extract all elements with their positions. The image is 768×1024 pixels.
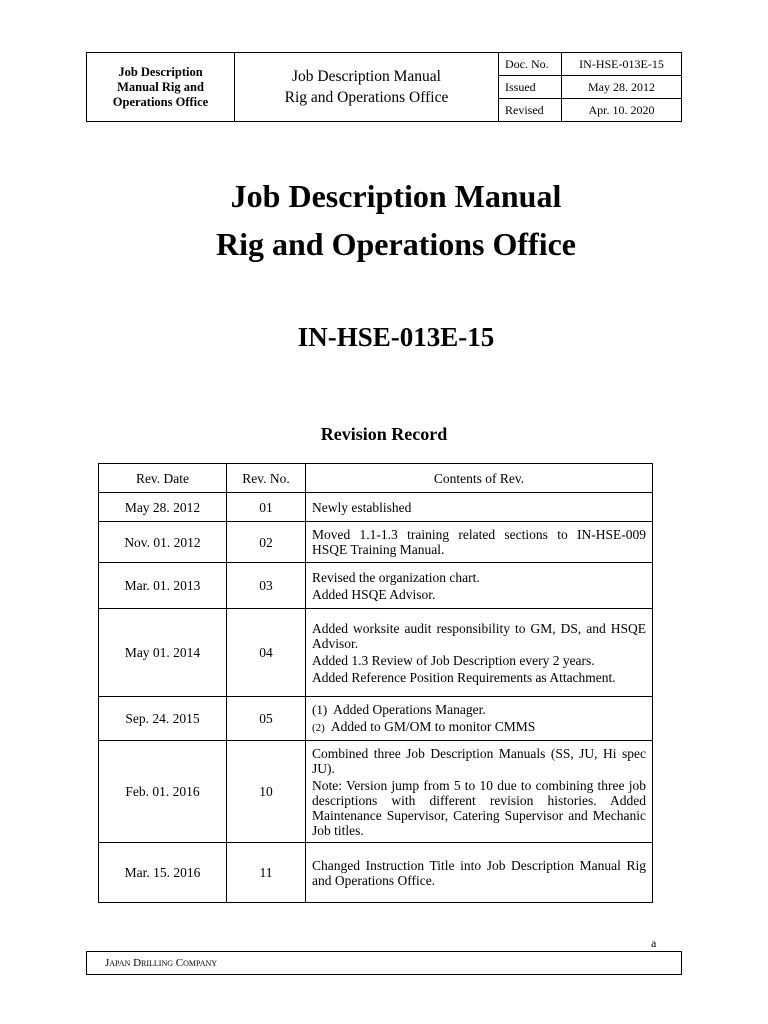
list-item-text: Added to GM/OM to monitor CMMS: [330, 718, 536, 734]
header-mid-line-2: Rig and Operations Office: [284, 89, 449, 106]
table-row: [99, 697, 653, 741]
rev-no-cell: 01: [227, 493, 306, 522]
rev-contents-cell: [306, 563, 653, 609]
list-number: (1): [312, 701, 328, 717]
header-mid-line-1: Job Description Manual: [292, 68, 441, 85]
rev-contents-cell: [306, 493, 653, 522]
rev-content-line: Combined three Job Description Manuals (SS, JU, Hi spec JU).: [312, 745, 646, 776]
document-number: IN-HSE-013E-15: [297, 322, 495, 352]
rev-no-cell: 04: [227, 609, 306, 697]
rev-content-line: Added worksite audit responsibility to GM, DS, and HSQE Advisor.: [312, 620, 646, 651]
rev-no-cell: 11: [227, 843, 306, 903]
column-header-rev-no: Rev. No.: [227, 464, 306, 493]
header-key: Doc. No.: [499, 53, 562, 75]
rev-date-cell: Nov. 01. 2012: [99, 522, 227, 563]
rev-content-list-item: [312, 719, 646, 736]
rev-content-list-item: [312, 702, 646, 717]
header-key: Issued: [499, 76, 562, 98]
table-row: [99, 843, 653, 903]
header-meta: [499, 53, 681, 121]
rev-contents-cell: [306, 522, 653, 563]
company-name: Japan Drilling Company: [105, 957, 218, 969]
rev-contents-cell: [306, 697, 653, 741]
rev-date-cell: May 01. 2014: [99, 609, 227, 697]
header-left-line-1: Job Description: [118, 64, 203, 79]
rev-content-line: Newly established: [312, 499, 412, 515]
header-value: May 28. 2012: [588, 79, 655, 94]
rev-no-cell: 02: [227, 522, 306, 563]
rev-content-line: Added HSQE Advisor.: [312, 586, 436, 602]
rev-contents-cell: [306, 609, 653, 697]
revision-table: [98, 463, 653, 903]
table-row: [99, 741, 653, 843]
rev-content-line: Note: Version jump from 5 to 10 due to combining three job descriptions with different revision histories. Added Maintenance Supervisor, Catering Supervisor and Mechanic Job titles.: [312, 777, 646, 838]
rev-no-cell: 03: [227, 563, 306, 609]
column-header-contents: Contents of Rev.: [306, 464, 653, 493]
rev-no-cell: 05: [227, 697, 306, 741]
page-number: a: [651, 936, 657, 950]
list-item-text: Added Operations Manager.: [333, 701, 486, 717]
rev-date-cell: May 28. 2012: [99, 493, 227, 522]
header-short-title: [87, 53, 235, 121]
rev-date-cell: Sep. 24. 2015: [99, 697, 227, 741]
rev-content-line: Revised the organization chart.: [312, 569, 480, 585]
table-row: [99, 493, 653, 522]
document-header: [86, 52, 682, 122]
table-row: [99, 609, 653, 697]
header-row-doc-no: [499, 53, 681, 76]
table-header-row: [99, 464, 653, 493]
header-key: Revised: [499, 99, 562, 121]
table-row: [99, 563, 653, 609]
rev-content-line: Changed Instruction Title into Job Description Manual Rig and Operations Office.: [312, 857, 646, 888]
rev-contents-cell: [306, 741, 653, 843]
rev-date-cell: Feb. 01. 2016: [99, 741, 227, 843]
header-left-line-2: Manual Rig and: [117, 79, 204, 94]
rev-date-cell: Mar. 01. 2013: [99, 563, 227, 609]
revision-record-heading: Revision Record: [320, 424, 448, 444]
rev-no-cell: 10: [227, 741, 306, 843]
header-row-revised: [499, 99, 681, 121]
header-row-issued: [499, 76, 681, 99]
header-title: [235, 53, 499, 121]
rev-contents-cell: [306, 843, 653, 903]
header-value: Apr. 10. 2020: [588, 102, 655, 117]
rev-date-cell: Mar. 15. 2016: [99, 843, 227, 903]
table-row: [99, 522, 653, 563]
rev-content-line: Added Reference Position Requirements as Attachment.: [312, 669, 616, 685]
page-title-line-1: Job Description Manual: [230, 178, 562, 214]
rev-content-line: Moved 1.1-1.3 training related sections to IN-HSE-009 HSQE Training Manual.: [312, 527, 646, 557]
page-title-line-2: Rig and Operations Office: [216, 226, 576, 262]
list-number: (2): [312, 721, 325, 734]
header-value: IN-HSE-013E-15: [579, 56, 664, 71]
column-header-rev-date: Rev. Date: [99, 464, 227, 493]
header-left-line-3: Operations Office: [112, 94, 209, 109]
page-footer: [86, 951, 682, 975]
rev-content-line: Added 1.3 Review of Job Description every 2 years.: [312, 652, 595, 668]
